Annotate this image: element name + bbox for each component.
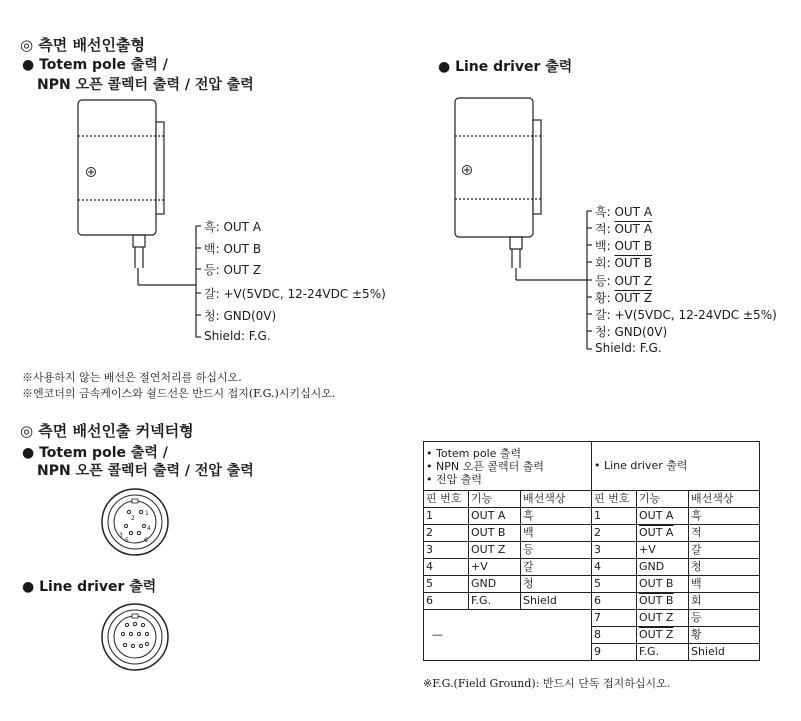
table-row: 4 +V 갈 4 GND 청 [424,559,760,576]
wire-label: 회: OUT B [595,256,653,270]
column-header: 기능 [469,491,521,508]
pin-label: 6 [144,537,148,544]
wire-label: 갈: +V(5VDC, 12-24VDC ±5%) [595,308,777,322]
pin-label: 3 [119,532,123,539]
column-header: 배선색상 [521,491,592,508]
section1-title: ◎ 측면 배선인출형 [20,36,145,54]
table-row: 9 F.G. Shield [424,644,760,661]
note-insulation: ※사용하지 않는 배선은 절연처리를 하십시오. [22,371,242,384]
left-output-types: • Totem pole 출력 • NPN 오픈 콜렉터 출력 • 전압 출력 [424,442,592,491]
encoder-body-left [78,100,201,337]
section2-title: ◎ 측면 배선인출 커넥터형 [20,422,194,440]
table-row: 2 OUT B 백 2 OUT A 적 [424,525,760,542]
wire-label: 갈: +V(5VDC, 12-24VDC ±5%) [204,287,386,301]
screw-icon [87,168,96,177]
connector-6pin-icon [102,489,168,555]
wire-label: 백: OUT B [204,242,262,256]
note-grounding: ※엔코더의 금속케이스와 쉴드선은 반드시 접지(F.G.)시키십시오. [22,387,336,400]
totem-title-line2: NPN 오픈 콜렉터 출력 / 전압 출력 [37,463,254,479]
totem-title-line1: ● Totem pole 출력 / [22,445,168,461]
encoder-body-right [455,98,592,349]
column-header: 핀 번호 [592,491,637,508]
column-header: 핀 번호 [424,491,469,508]
right-output-type: • Line driver 출력 [592,442,760,491]
pin-label: 5 [125,537,129,544]
wire-label: 청: GND(0V) [595,325,668,339]
wire-label: 청: GND(0V) [204,309,277,323]
wire-label: 백: OUT B [595,239,653,253]
wire-label: 황: OUT Z [595,291,653,305]
wire-label: Shield: F.G. [204,329,271,343]
table-column-headers [424,491,760,508]
wire-label: Shield: F.G. [595,341,662,355]
totem-title-line2: NPN 오픈 콜렉터 출력 / 전압 출력 [37,77,254,93]
pin-label: 2 [131,515,135,522]
wire-label: 등: OUT Z [595,274,653,288]
table-header-group [424,442,760,491]
connector-9pin-icon [102,604,168,670]
line-driver-title: ● Line driver 출력 [438,59,573,75]
pin-table [423,441,760,661]
wire-label: 적: OUT A [595,222,653,236]
table-row: 8 OUT Z 황 [424,627,760,644]
totem-title-line1: ● Totem pole 출력 / [22,57,168,73]
pin-label: 4 [147,525,151,532]
table-row: 1 OUT A 흑 1 OUT A 흑 [424,508,760,525]
line-driver-title: ● Line driver 출력 [22,579,157,595]
table-row: 3 OUT Z 등 3 +V 갈 [424,542,760,559]
table-row: 5 GND 청 5 OUT B 백 [424,576,760,593]
pin-label: 1 [145,510,149,517]
table-row: — 7 OUT Z 등 [424,610,760,627]
column-header: 배선색상 [689,491,760,508]
table-row: 6 F.G. Shield 6 OUT B 회 [424,593,760,610]
screw-icon [463,166,472,175]
left-empty-cell: — [424,610,592,661]
wire-label: 등: OUT Z [204,263,262,277]
wire-label: 흑: OUT A [595,205,653,219]
table-footnote: ※F.G.(Field Ground): 반드시 단독 접지하십시오. [423,677,671,690]
wire-label: 흑: OUT A [204,220,262,234]
column-header: 기능 [637,491,689,508]
